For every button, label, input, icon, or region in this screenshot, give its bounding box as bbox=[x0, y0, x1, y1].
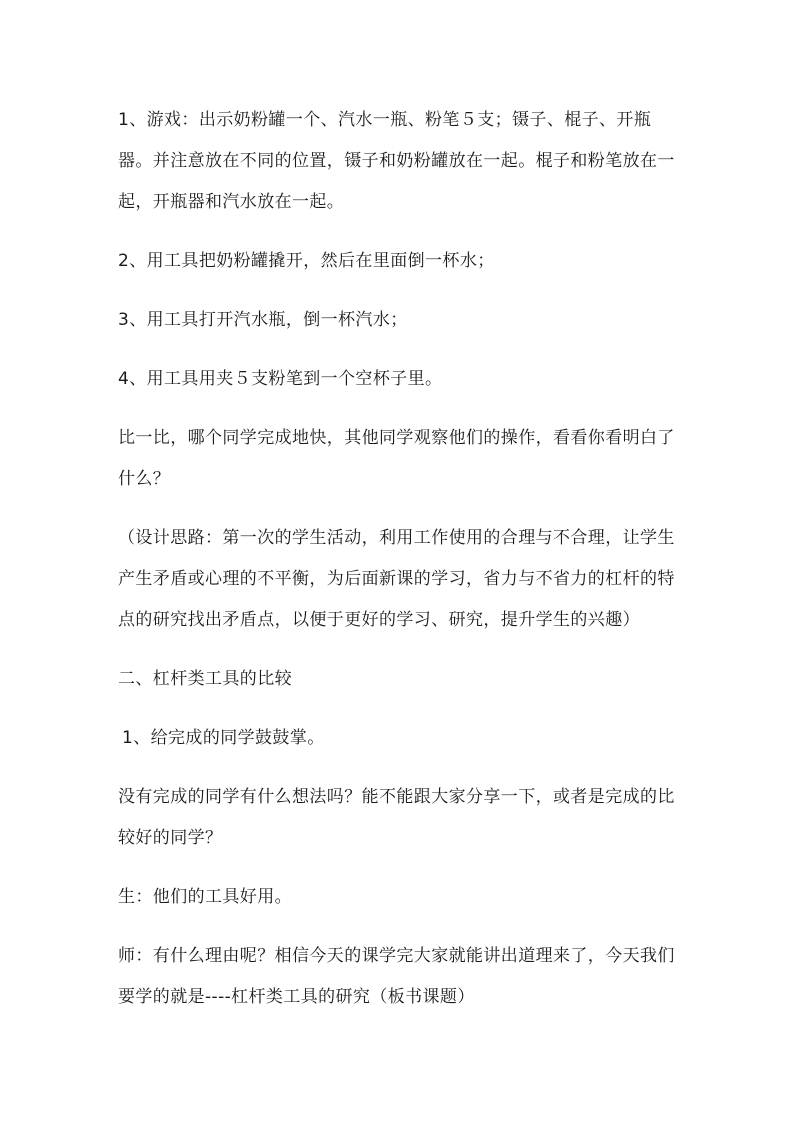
paragraph-game: 1、游戏：出示奶粉罐一个、汽水一瓶、粉笔５支；镊子、棍子、开瓶器。并注意放在不同的位置，镊子和奶粉罐放在一起。棍子和粉笔放在一起，开瓶器和汽水放在一起。 bbox=[118, 110, 675, 212]
paragraph-step-3: 3、用工具打开汽水瓶，倒一杯汽水； bbox=[118, 310, 408, 330]
paragraph-design-idea: （设计思路：第一次的学生活动，利用工作使用的合理与不合理，让学生产生矛盾或心理的不平衡，为后面新课的学习，省力与不省力的杠杆的特点的研究找出矛盾点，以便于更好的学习、研究，提升学生的兴趣） bbox=[118, 528, 675, 630]
paragraph-step-4: 4、用工具用夹５支粉笔到一个空杯子里。 bbox=[118, 369, 443, 389]
document-body bbox=[118, 100, 680, 1036]
paragraph-teacher-remark: 师：有什么理由呢？相信今天的课学完大家就能讲出道理来了，今天我们要学的就是----杠杆类工具的研究（板书课题） bbox=[118, 946, 675, 1007]
paragraph-step-2: 2、用工具把奶粉罐撬开，然后在里面倒一杯水； bbox=[118, 251, 495, 271]
paragraph-compare: 比一比，哪个同学完成地快，其他同学观察他们的操作，看看你看明白了什么？ bbox=[118, 428, 675, 489]
paragraph-question: 没有完成的同学有什么想法吗？能不能跟大家分享一下，或者是完成的比较好的同学？ bbox=[118, 787, 675, 848]
paragraph-student-answer: 生：他们的工具好用。 bbox=[118, 887, 292, 907]
paragraph-applause: 1、给完成的同学鼓鼓掌。 bbox=[122, 728, 325, 748]
section-heading: 二、杠杆类工具的比较 bbox=[118, 669, 292, 689]
